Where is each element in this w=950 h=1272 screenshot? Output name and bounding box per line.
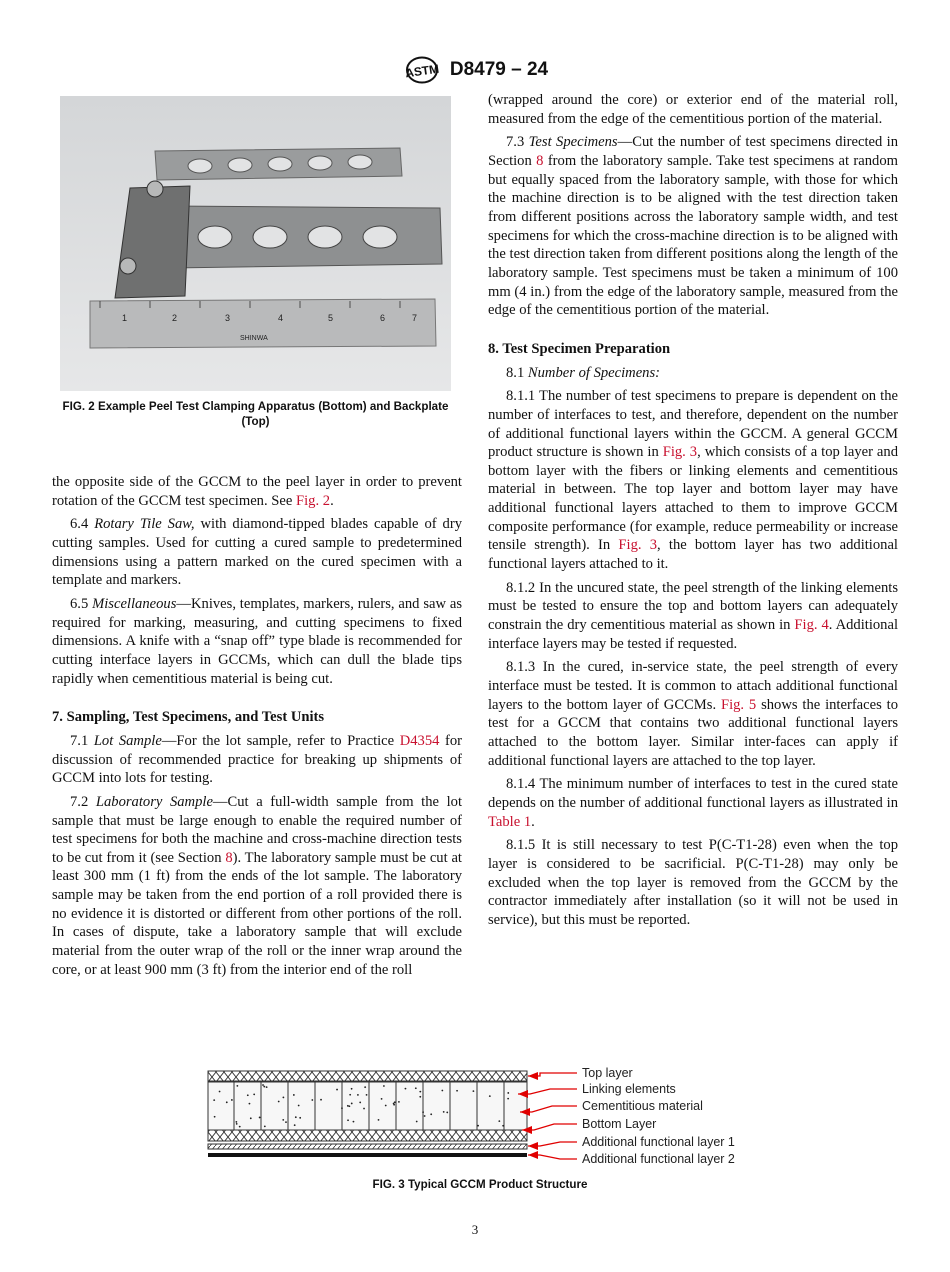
paragraph — [488, 364, 898, 383]
cement-particle — [295, 1116, 297, 1118]
cement-particle — [341, 1107, 343, 1109]
cement-particle — [250, 1117, 252, 1119]
text-run: 8. Test Specimen Preparation — [488, 340, 671, 357]
italic-term: Miscellaneous — [92, 595, 177, 612]
cement-particle — [264, 1125, 266, 1127]
cement-particle — [282, 1119, 284, 1121]
cement-particle — [393, 1104, 395, 1106]
cement-particle — [364, 1086, 366, 1088]
paragraph — [52, 515, 462, 590]
cement-particle — [498, 1120, 500, 1122]
cross-reference-link[interactable]: Fig. 5 — [720, 696, 757, 713]
cement-particle — [226, 1101, 228, 1103]
ruler-mark: 7 — [412, 313, 418, 323]
arrow-head-icon — [528, 1151, 538, 1159]
ruler-mark: 6 — [380, 313, 386, 323]
cement-particle — [456, 1090, 458, 1092]
ruler-mark: 2 — [172, 313, 178, 323]
cement-particle — [236, 1123, 238, 1125]
ruler-brand: SHINWA — [240, 335, 268, 342]
layer-label: Top layer — [582, 1066, 633, 1080]
text-run: 8.1.2 In the uncured state, the peel strength of the linking elements must be tested to ensure the top and bottom layers can adequately constrain the dry cementitious material as shown in — [488, 579, 898, 634]
cement-particle — [507, 1092, 509, 1094]
cement-particle — [419, 1091, 421, 1093]
cement-particle — [278, 1101, 280, 1103]
cement-particle — [235, 1121, 237, 1123]
text-run: , the bottom layer has two additional functional layers attached to it. — [488, 537, 898, 573]
layer-label: Additional functional layer 1 — [582, 1135, 735, 1149]
cement-particle — [353, 1121, 355, 1123]
italic-term: Rotary Tile Saw, — [94, 516, 195, 533]
cement-particle — [446, 1112, 448, 1114]
paragraph — [52, 732, 462, 788]
cement-particle — [378, 1119, 380, 1121]
cement-particle — [336, 1089, 338, 1091]
section-heading — [52, 708, 462, 727]
left-column — [52, 473, 462, 984]
cement-particle — [249, 1103, 251, 1105]
cement-particle — [214, 1116, 216, 1118]
cross-reference-link[interactable]: Fig. 2 — [296, 492, 331, 509]
text-run: —For the lot sample, refer to Practice — [161, 732, 400, 749]
cement-particle — [359, 1102, 361, 1104]
cement-particle — [351, 1103, 353, 1105]
cement-particle — [416, 1121, 418, 1123]
cross-reference-link[interactable]: Fig. 3 — [618, 537, 658, 554]
text-run: 7.1 — [70, 732, 94, 749]
ruler-mark: 3 — [225, 313, 231, 323]
fig2-caption: FIG. 2 Example Peel Test Clamping Apparatus (Bottom) and Backplate (Top) — [62, 400, 449, 428]
cement-particle — [366, 1094, 368, 1096]
cement-particle — [285, 1121, 287, 1123]
section-heading — [488, 340, 898, 359]
cement-particle — [383, 1085, 385, 1087]
cement-particle — [282, 1097, 284, 1099]
paragraph — [488, 836, 898, 929]
paragraph — [52, 595, 462, 688]
arrow-head-icon — [528, 1142, 538, 1150]
text-run: . Additional interface layers may be tested if requested. — [488, 617, 898, 652]
svg-text:ASTM: ASTM — [404, 61, 440, 81]
cement-particle — [477, 1125, 479, 1127]
cement-particle — [253, 1094, 255, 1096]
cement-particle — [507, 1098, 509, 1100]
text-run: 7.3 — [506, 134, 529, 151]
cross-reference-link[interactable]: Fig. 4 — [794, 617, 829, 634]
paragraph — [488, 133, 898, 320]
cement-particle — [424, 1115, 426, 1117]
cement-particle — [363, 1108, 365, 1110]
cement-particle — [239, 1126, 241, 1128]
astm-logo-icon — [402, 56, 442, 84]
cement-particle — [298, 1105, 300, 1107]
text-run: ). The laboratory sample must be cut at least 300 mm (1 ft) from the ends of the lot sample. The laboratory sample may be taken from the end portion of a roll provided there is no evidence it is distorted or different from other portions of the roll. In cases of dispute, take a laboratory sample that will exclude material from the outer wrap of the roll or the inner wrap around the core, or at least 900 mm (3 ft) from the interior end of the roll — [52, 849, 462, 978]
cement-particle — [441, 1090, 443, 1092]
text-run: with diamond-tipped blades capable of dry cutting samples. Used for cutting a cured sample to predetermined dimensions using a pattern marked on the cured specimen with a template and markers. — [52, 516, 463, 589]
ruler-mark: 1 — [122, 313, 128, 323]
paragraph — [488, 91, 898, 128]
text-run: , which consists of a top layer and bottom layer with the fibers or linking elements and cementitious material in between. The top layer and bottom layer may have additional functional layers attached to them to improve GCCM composite performance (for example, reduce permeability or increase tensile strength). In — [488, 444, 898, 554]
cement-particle — [385, 1105, 387, 1107]
text-run: 8.1.3 In the cured, in-service state, the peel strength of every interface must be tested. It is common to attach additional functional layers to the bottom layer of GCCMs. — [488, 659, 898, 713]
paragraph — [488, 658, 898, 770]
text-run: from the laboratory sample. Take test specimens at random but equally spaced from the laboratory sample, with those for which the machine direction is to be aligned with the test direction taken from different positions across the laboratory sample width, and test specimens for which the cross-machine direction is to be aligned with the test direction taken from different positions along the length of the laboratory sample. Test specimens must be taken a minimum of 100 mm (4 in.) from the edge of the laboratory sample, measured from the edge of the cementitious portion of the material. — [488, 152, 898, 319]
standard-designation: D8479 – 24 — [449, 59, 549, 80]
text-run: 7.2 — [70, 793, 96, 810]
ruler-mark: 4 — [278, 313, 284, 323]
text-run: . — [330, 492, 334, 509]
cement-particle — [419, 1096, 421, 1098]
text-run: for discussion of recommended practice for breaking up shipments of GCCM into lots for testing. — [52, 732, 463, 787]
cross-reference-link[interactable]: Table 1 — [488, 813, 532, 830]
cement-particle — [422, 1111, 424, 1113]
layer-label: Bottom Layer — [582, 1117, 657, 1131]
layer-label: Cementitious material — [582, 1099, 703, 1113]
layer-label: Additional functional layer 2 — [582, 1152, 735, 1166]
cement-particle — [489, 1095, 491, 1097]
cement-particle — [405, 1088, 407, 1090]
text-run: 6.5 — [70, 595, 93, 612]
cement-particle — [320, 1099, 322, 1101]
cement-particle — [347, 1105, 349, 1107]
page-header — [0, 56, 950, 84]
cement-particle — [349, 1094, 351, 1096]
text-run: 6.4 — [70, 516, 95, 533]
cement-particle — [219, 1091, 221, 1093]
cement-particle — [398, 1101, 400, 1103]
text-run: 8.1.5 It is still necessary to test P(C-T1-28) even when the top layer is considered to be sacrificial. P(C-T1-28) may only be excluded when the top layer is removed from the GCCM by the contractor immediately after installation (so it will not be used in service), but this must be reported. — [488, 837, 898, 928]
text-run: shows the interfaces to test for a GCCM that contains two additional functional layers attached to the bottom layer. Similar inter-faces can apply if additional functional layers are attached to the top layer. — [488, 696, 898, 769]
cement-particle — [259, 1117, 261, 1119]
cement-particle — [415, 1087, 417, 1089]
cement-particle — [311, 1099, 313, 1101]
cement-particle — [502, 1125, 504, 1127]
text-run: 8.1 — [506, 364, 528, 381]
paragraph — [488, 775, 898, 831]
cement-particle — [294, 1124, 296, 1126]
text-run: 7. Sampling, Test Specimens, and Test Units — [52, 709, 325, 726]
fig3-diagram — [200, 1062, 760, 1172]
paragraph — [52, 793, 462, 980]
text-run: . — [531, 813, 535, 830]
cement-particle — [293, 1094, 295, 1096]
italic-term: Lot Sample — [93, 732, 162, 749]
text-run: —Cut a full-width sample from the lot sample that must be large enough to enable the required number of test specimens for both the machine and cross-machine direction tests to be cut from it (see Section — [52, 793, 463, 866]
cement-particle — [473, 1090, 475, 1092]
layer-label: Linking elements — [582, 1082, 676, 1096]
cement-particle — [347, 1119, 349, 1121]
italic-term: Laboratory Sample — [95, 793, 213, 810]
cement-particle — [262, 1084, 264, 1086]
cement-particle — [299, 1117, 301, 1119]
italic-term: Number of Specimens: — [527, 364, 661, 381]
cement-particle — [357, 1094, 359, 1096]
cement-particle — [236, 1085, 238, 1087]
cement-particle — [348, 1105, 350, 1107]
page-number: 3 — [471, 1222, 479, 1237]
cement-particle — [381, 1098, 383, 1100]
italic-term: Test Specimens — [528, 134, 618, 151]
cement-particle — [430, 1113, 432, 1115]
text-run: 8.1.1 The number of test specimens to prepare is dependent on the number of interfaces to test, and therefore, dependent on the number of additional functional layers within the GCCM. A general GCCM product structure is shown in — [488, 388, 898, 461]
paragraph — [52, 473, 462, 510]
cross-reference-link[interactable]: Fig. 3 — [662, 444, 698, 461]
cement-particle — [266, 1086, 268, 1088]
fig2-photo — [60, 96, 451, 391]
text-run: (wrapped around the core) or exterior end of the material roll, measured from the edge of the cementitious portion of the material. — [488, 92, 898, 127]
cement-particle — [231, 1099, 233, 1101]
cement-particle — [213, 1099, 215, 1101]
right-column — [488, 91, 898, 935]
cross-reference-link[interactable]: 8 — [536, 152, 544, 169]
cement-particle — [263, 1086, 265, 1088]
text-run: —Knives, templates, markers, rulers, and saw as required for marking, measuring, and cutting specimens to fixed dimensions. A knife with a “snap off” type blade is recommended for cutting interface layers in GCCMs, which can dull the blade tips rapidly when cementitious material is being cut. — [52, 595, 463, 687]
text-run: —Cut the number of test specimens directed in Section — [488, 134, 899, 169]
cement-particle — [351, 1088, 353, 1090]
ruler-mark: 5 — [328, 313, 334, 323]
text-run: 8.1.4 The minimum number of interfaces to test in the cured state depends on the number of additional functional layers as illustrated in — [488, 776, 898, 811]
cross-reference-link[interactable]: 8 — [225, 849, 233, 866]
cement-particle — [443, 1111, 445, 1113]
cement-particle — [247, 1094, 249, 1096]
paragraph — [488, 579, 898, 654]
arrow-head-icon — [528, 1072, 538, 1080]
text-run: the opposite side of the GCCM to the peel layer in order to prevent rotation of the GCCM test specimen. See — [52, 474, 462, 509]
fig3-caption: FIG. 3 Typical GCCM Product Structure — [372, 1178, 588, 1191]
cross-reference-link[interactable]: D4354 — [399, 732, 440, 749]
paragraph — [488, 387, 898, 574]
